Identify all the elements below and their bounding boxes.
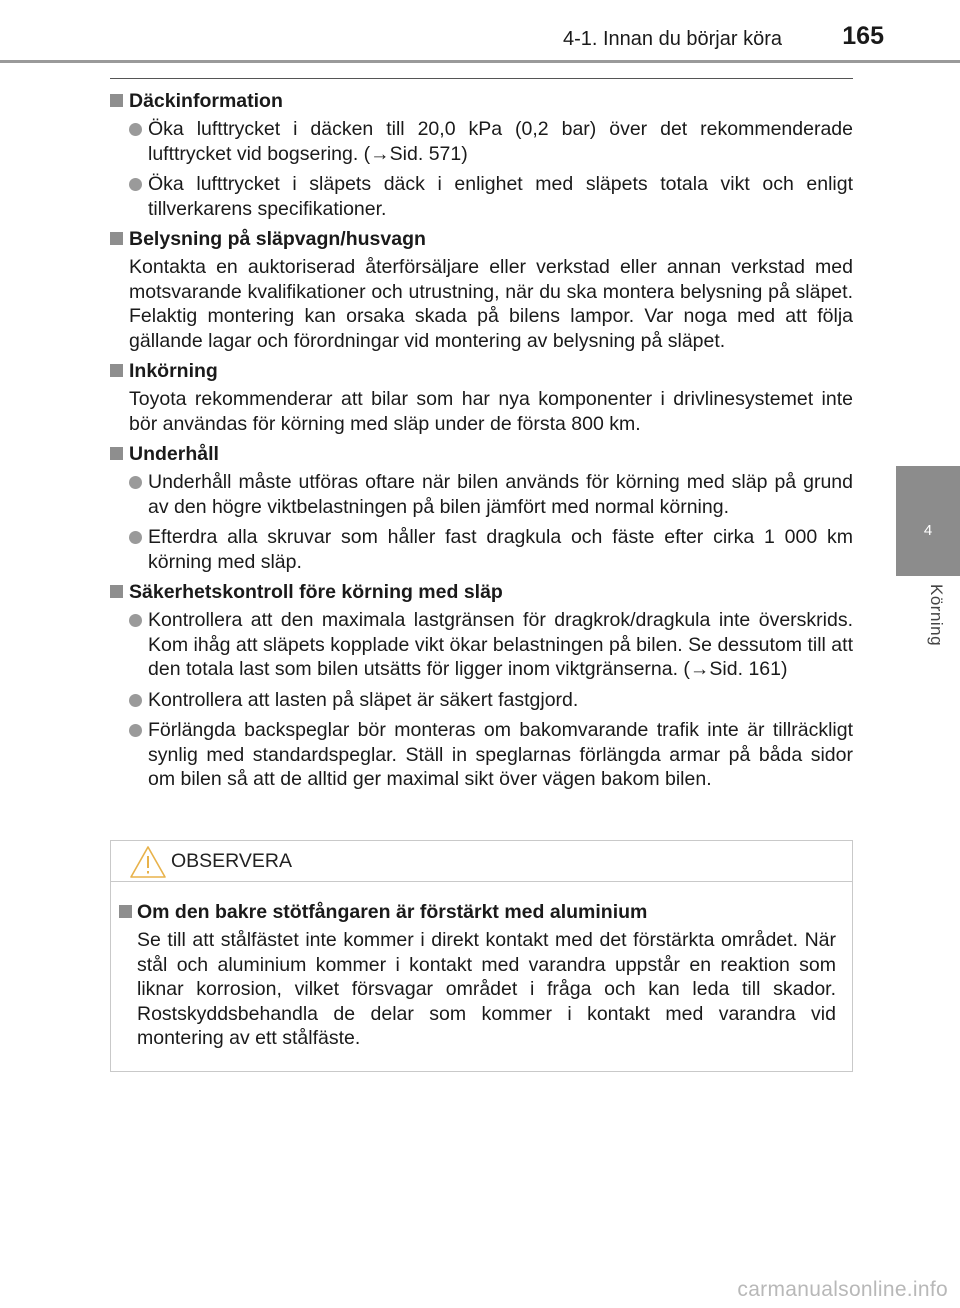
section-underhall	[110, 442, 853, 574]
round-bullet-icon	[129, 178, 142, 191]
section-paragraph: Kontakta en auktoriserad återförsäljare eller verkstad eller annan verkstad med motsvarande kvalifikationer och utrustning, när du ska montera belysning på släpet. Felaktig montering kan orsaka skada på bilens lampor. Var noga med att följa gällande lagar och förordningar vid montering av belysning på släpet.	[129, 256, 853, 352]
section-title: Belysning på släpvagn/husvagn	[110, 227, 853, 251]
square-bullet-icon	[110, 447, 123, 460]
notice-paragraph: Se till att stålfästet inte kommer i direkt kontakt med det förstärkta området. När stål och aluminium kommer i kontakt med varandra uppstår en reaktion som liknar korrosion, vilket försvagar området i fråga och kan leda till skador. Rostskyddsbehandla de delar som kommer i kontakt med varandra vid montering av ett stålfäste.	[137, 929, 836, 1049]
notice-label: OBSERVERA	[171, 850, 293, 872]
square-bullet-icon	[110, 364, 123, 377]
main-content	[110, 78, 853, 798]
list-item: Öka lufttrycket i däcken till 20,0 kPa (0,2 bar) över det rekommenderade lufttrycket vid bogsering. (→Sid. 571)	[110, 117, 853, 166]
notice-body	[111, 882, 852, 1051]
section-dackinformation	[110, 89, 853, 221]
list-item: Efterdra alla skruvar som håller fast dragkula och fäste efter cirka 1 000 km körning med släp.	[110, 525, 853, 574]
square-bullet-icon	[110, 232, 123, 245]
chapter-label: Körning	[927, 584, 946, 647]
round-bullet-icon	[129, 476, 142, 489]
section-title: Säkerhetskontroll före körning med släp	[110, 580, 853, 604]
square-bullet-icon	[110, 94, 123, 107]
round-bullet-icon	[129, 724, 142, 737]
square-bullet-icon	[110, 585, 123, 598]
section-sakerhetskontroll	[110, 580, 853, 792]
content-top-rule	[110, 78, 853, 79]
round-bullet-icon	[129, 694, 142, 707]
notice-header	[111, 841, 852, 882]
section-title: Underhåll	[110, 442, 853, 466]
round-bullet-icon	[129, 531, 142, 544]
list-item: Öka lufttrycket i släpets däck i enlighet med släpets totala vikt och enligt tillverkarens specifikationer.	[110, 172, 853, 221]
section-belysning	[110, 227, 853, 353]
page-number: 165	[842, 22, 884, 50]
chapter-tab	[896, 466, 960, 576]
warning-triangle-icon	[129, 845, 167, 879]
list-item: Kontrollera att lasten på släpet är säkert fastgjord.	[110, 688, 853, 713]
square-bullet-icon	[119, 905, 132, 918]
notice-title: Om den bakre stötfångaren är förstärkt med aluminium	[117, 900, 836, 924]
round-bullet-icon	[129, 123, 142, 136]
section-title: Däckinformation	[110, 89, 853, 113]
header-rule	[0, 60, 960, 63]
header-section-title: 4-1. Innan du börjar köra	[562, 28, 782, 50]
page-header	[0, 0, 960, 62]
notice-box	[110, 840, 853, 1072]
list-item: Förlängda backspeglar bör monteras om bakomvarande trafik inte är tillräckligt synlig med standardspeglar. Ställ in speglarnas förlängda armar på båda sidor om bilen så att de alltid ger maximal sikt över vägen bakom bilen.	[110, 718, 853, 792]
section-inkorning	[110, 359, 853, 436]
section-title: Inkörning	[110, 359, 853, 383]
list-item: Kontrollera att den maximala lastgränsen för dragkrok/dragkula inte överskrids. Kom ihåg att släpets kopplade vikt ökar belastningen på bilen. Se dessutom till att den totala last som bilen utsätts för ligger inom viktgränserna. (→Sid. 161)	[110, 608, 853, 682]
footer-watermark: carmanualsonline.info	[737, 1278, 948, 1301]
list-item: Underhåll måste utföras oftare när bilen används för körning med släp på grund av den högre viktbelastningen på bilen jämfört med normal körning.	[110, 470, 853, 519]
chapter-number: 4	[923, 522, 933, 539]
section-paragraph: Toyota rekommenderar att bilar som har nya komponenter i drivlinesystemet inte bör användas för körning med släp under de första 800 km.	[129, 388, 853, 435]
round-bullet-icon	[129, 614, 142, 627]
